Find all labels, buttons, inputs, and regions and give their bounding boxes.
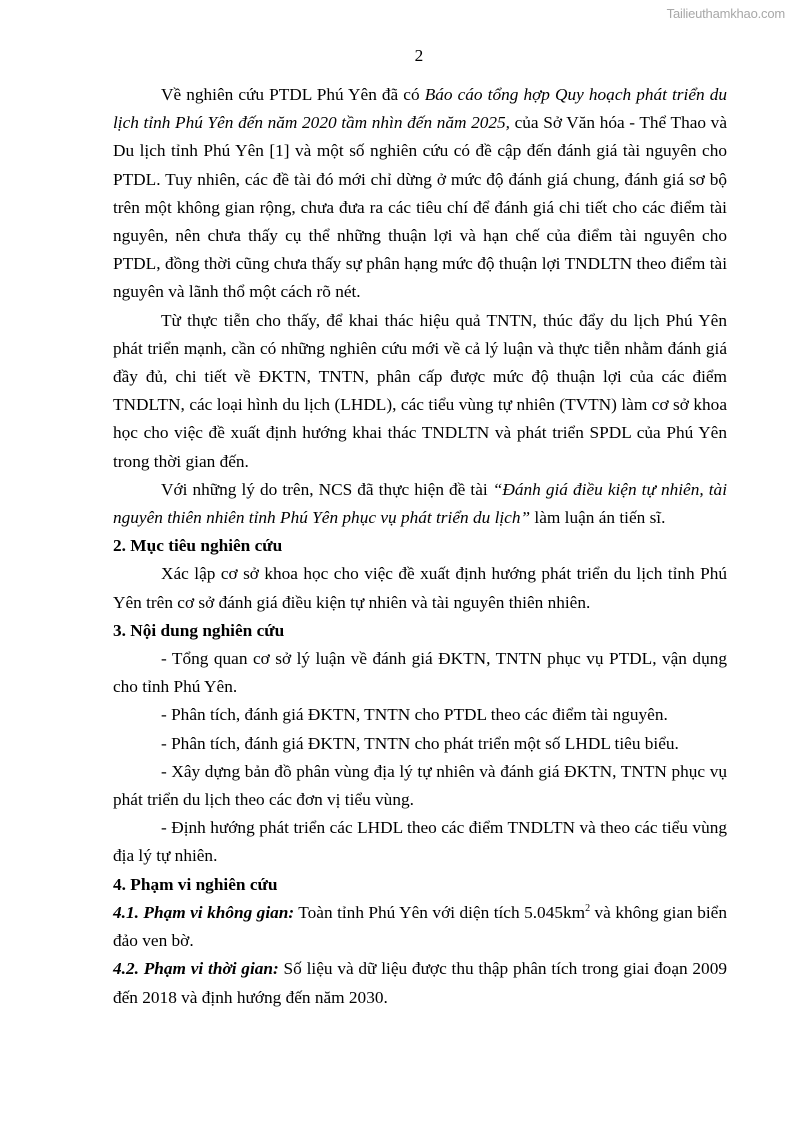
subheading-time: 4.2. Phạm vi thời gian: xyxy=(113,959,279,979)
paragraph-thesis-topic xyxy=(113,476,727,532)
objectives-text: Xác lập cơ sở khoa học cho việc đề xuất định hướng phát triển du lịch tỉnh Phú Yên trên cơ sở đánh giá điều kiện tự nhiên và tài nguyên thiên nhiên. xyxy=(113,564,727,612)
content-item: - Phân tích, đánh giá ĐKTN, TNTN cho phát triển một số LHDL tiêu biểu. xyxy=(161,733,679,753)
watermark: Tailieuthamkhao.com xyxy=(666,6,785,21)
content-item: - Định hướng phát triển các LHDL theo các điểm TNDLTN và theo các tiểu vùng địa lý tự nhiên. xyxy=(113,818,727,866)
heading-content: 3. Nội dung nghiên cứu xyxy=(113,620,285,640)
heading-objectives: 2. Mục tiêu nghiên cứu xyxy=(113,536,283,556)
heading-scope: 4. Phạm vi nghiên cứu xyxy=(113,874,278,894)
content-item: - Phân tích, đánh giá ĐKTN, TNTN cho PTDL theo các điểm tài nguyên. xyxy=(161,705,668,725)
text: Về nghiên cứu PTDL Phú Yên đã có xyxy=(161,85,425,104)
text: làm luận án tiến sĩ. xyxy=(530,508,666,528)
paragraph-background xyxy=(113,81,727,307)
text: Với những lý do trên, NCS đã thực hiện đề tài xyxy=(161,479,493,499)
content-item: - Xây dựng bản đồ phân vùng địa lý tự nhiên và đánh giá ĐKTN, TNTN phục vụ phát triển du lịch theo các đơn vị tiểu vùng. xyxy=(113,761,727,810)
thesis-title: “Đánh giá điều kiện tự nhiên, tài nguyên thiên nhiên tỉnh Phú Yên phục vụ phát triển du lịch” xyxy=(113,479,727,528)
text: của Sở Văn hóa - Thể Thao và Du lịch tỉnh Phú Yên [1] và một số nghiên cứu có đề cập đến đánh giá tài nguyên cho PTDL. Tuy nhiên, các đề tài đó mới chỉ dừng ở mức độ đánh giá chung, đánh giá sơ bộ trên một không gian rộng, chưa đưa ra các tiêu chí để đánh giá chi tiết cho các điểm tài nguyên, nên chưa thấy cụ thể những thuận lợi và hạn chế của điểm tài nguyên cho PTDL, đồng thời cũng chưa thấy sự phân hạng mức độ thuận lợi TNDLTN theo điểm tài nguyên và lãnh thổ một cách rõ nét. xyxy=(113,113,727,302)
scope-time xyxy=(113,955,727,1011)
content-item: - Tổng quan cơ sở lý luận về đánh giá ĐKTN, TNTN phục vụ PTDL, vận dụng cho tỉnh Phú Yên. xyxy=(113,649,727,697)
document-body xyxy=(113,81,727,1012)
superscript: 2 xyxy=(585,903,591,915)
scope-space xyxy=(113,899,727,955)
text: và không gian biển đảo ven bờ. xyxy=(113,902,727,951)
report-title: Báo cáo tổng hợp Quy hoạch phát triển du lịch tỉnh Phú Yên đến năm 2020 tầm nhìn đến năm 2025, xyxy=(113,85,727,133)
subheading-space: 4.1. Phạm vi không gian: xyxy=(113,902,295,922)
page-number: 2 xyxy=(414,46,424,65)
text: Toàn tỉnh Phú Yên với diện tích 5.045km xyxy=(294,902,586,922)
text: Số liệu và dữ liệu được thu thập phân tích trong giai đoạn 2009 đến 2018 và định hướng đến năm 2030. xyxy=(113,959,727,1007)
paragraph-rationale: Từ thực tiễn cho thấy, để khai thác hiệu quả TNTN, thúc đẩy du lịch Phú Yên phát triển mạnh, cần có những nghiên cứu mới về cả lý luận và thực tiễn nhằm đánh giá đầy đủ, chi tiết về ĐKTN, TNTN, phân cấp được mức độ thuận lợi của các điểm TNDLTN, các loại hình du lịch (LHDL), các tiểu vùng tự nhiên (TVTN) làm cơ sở khoa học cho việc đề xuất định hướng khai thác TNDLTN và phát triển SPDL của Phú Yên trong thời gian đến. xyxy=(113,310,727,471)
